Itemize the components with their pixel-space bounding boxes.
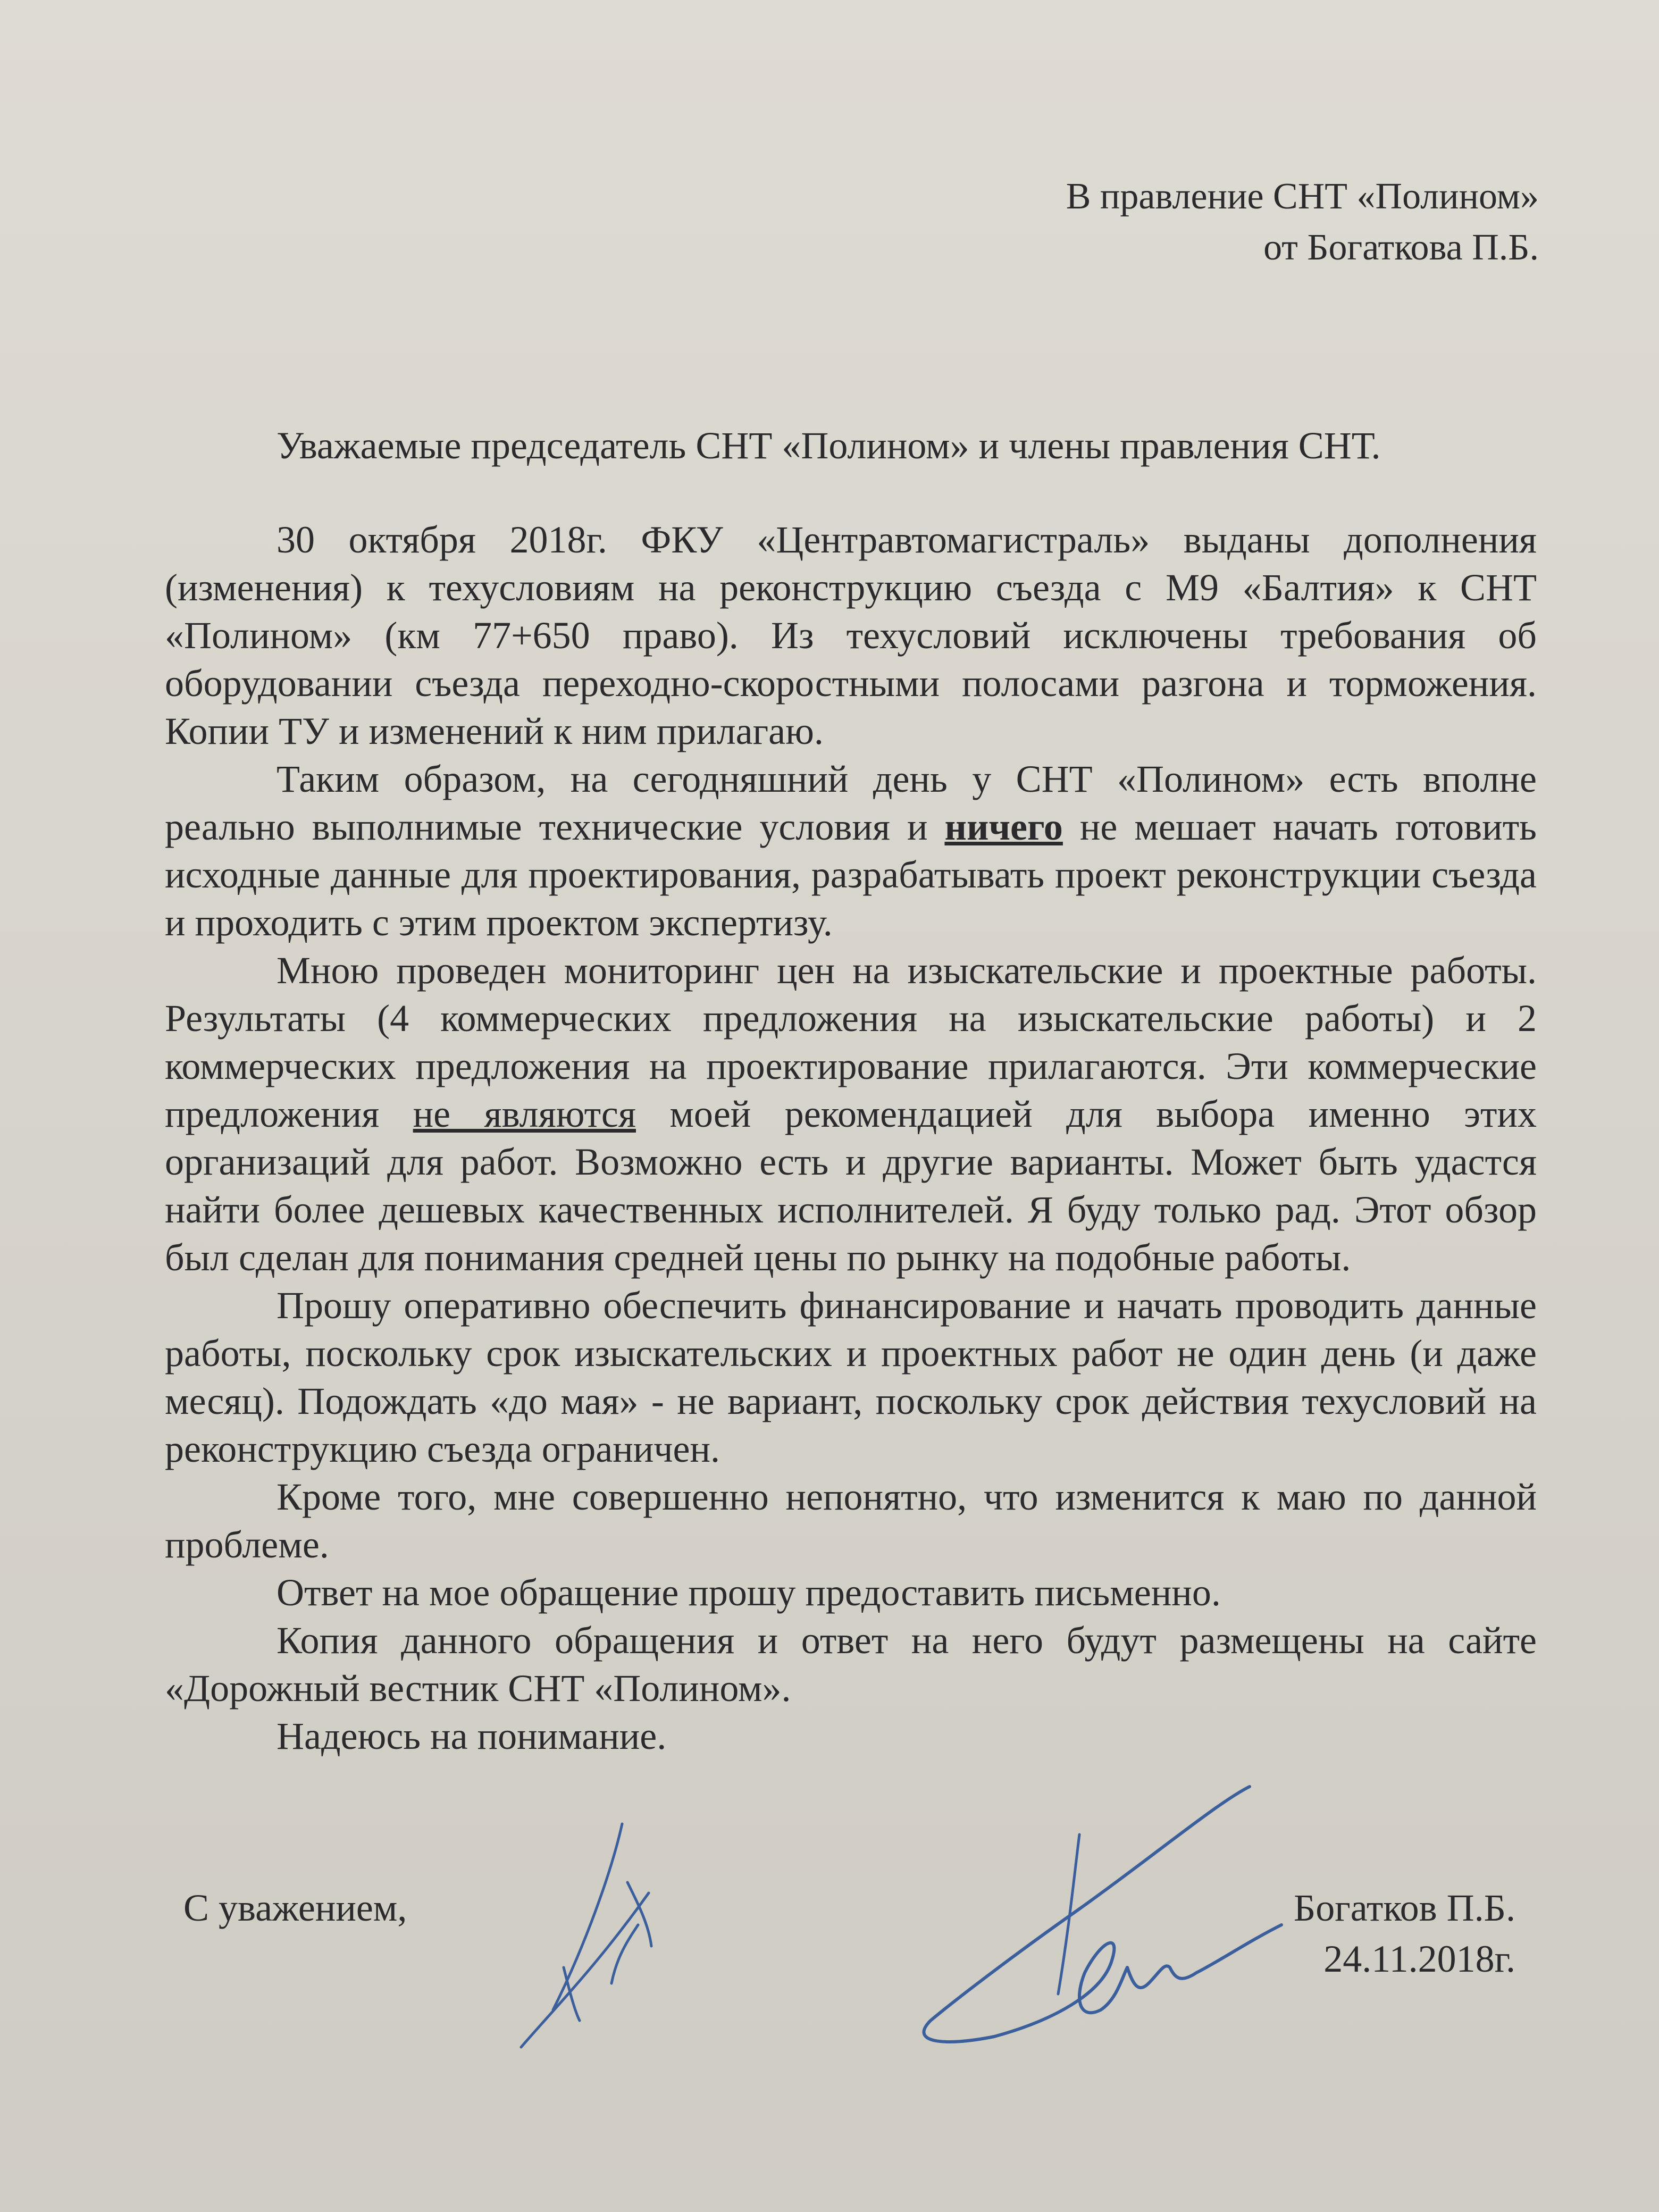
handwritten-initials xyxy=(489,1808,713,2058)
closing-regards: С уважением, xyxy=(183,1887,407,1929)
signer-name: Богатков П.Б. xyxy=(1293,1887,1515,1929)
signer-block xyxy=(1294,1882,1515,1984)
paragraph-2-text-b: не мешает начать готовить исходные данные для проектирования, разрабатывать проект реконструкции съезда и проходить с этим проектом экспертизу. xyxy=(165,806,1537,944)
signature-date: 24.11.2018г. xyxy=(1323,1938,1515,1980)
addressee-to: В правление СНТ «Полином» xyxy=(1066,176,1539,217)
paragraph-5: Кроме того, мне совершенно непонятно, что изменится к маю по данной проблеме. xyxy=(165,1476,1537,1566)
paragraph-3-text-a: Мною проведен мониторинг цен на изыскательские и проектные работы. Результаты (4 коммерческих предложения на изыскательские работы) и 2 коммерческих предложения на проектирование прилагаются. Эти коммерческие предложения xyxy=(165,949,1537,1135)
paragraph-4: Прошу оперативно обеспечить финансирование и начать проводить данные работы, поскольку срок изыскательских и проектных работ не один день (и даже месяц). Подождать «до мая» - не вариант, поскольку срок действия техусловий на реконструкцию съезда ограничен. xyxy=(165,1284,1537,1470)
emphasis-not-recommendation: не являются xyxy=(413,1093,636,1135)
letter-body xyxy=(165,516,1537,1760)
paragraph-3-text-b: моей рекомендацией для выбора именно этих организаций для работ. Возможно есть и другие варианты. Может быть удастся найти более дешевых качественных исполнителей. Я буду только рад. Этот обзор был сделан для понимания средней цены по рынку на подобные работы. xyxy=(165,1093,1537,1279)
addressee-block xyxy=(1066,171,1539,273)
paragraph-1: 30 октября 2018г. ФКУ «Центравтомагистраль» выданы дополнения (изменения) к техусловиям на реконструкцию съезда с М9 «Балтия» к СНТ «Полином» (км 77+650 право). Из техусловий исключены требования об оборудовании съезда переходно-скоростными полосами разгона и торможения. Копии ТУ и изменений к ним прилагаю. xyxy=(165,518,1537,752)
paragraph-7: Копия данного обращения и ответ на него будут размещены на сайте «Дорожный вестник СНТ «Полином». xyxy=(165,1619,1537,1710)
handwritten-signature xyxy=(899,1771,1303,2068)
paragraph-3 xyxy=(165,946,1537,1281)
paragraph-8: Надеюсь на понимание. xyxy=(276,1715,667,1757)
addressee-from: от Богаткова П.Б. xyxy=(1263,227,1539,268)
paragraph-6: Ответ на мое обращение прошу предоставить письменно. xyxy=(276,1571,1221,1614)
salutation: Уважаемые председатель СНТ «Полином» и члены правления СНТ. xyxy=(276,424,1381,467)
paragraph-2 xyxy=(165,755,1537,946)
emphasis-nothing: ничего xyxy=(944,806,1063,848)
paragraph-2-text-a: Таким образом, на сегодняшний день у СНТ «Полином» есть вполне реально выполнимые технические условия и xyxy=(165,758,1537,848)
